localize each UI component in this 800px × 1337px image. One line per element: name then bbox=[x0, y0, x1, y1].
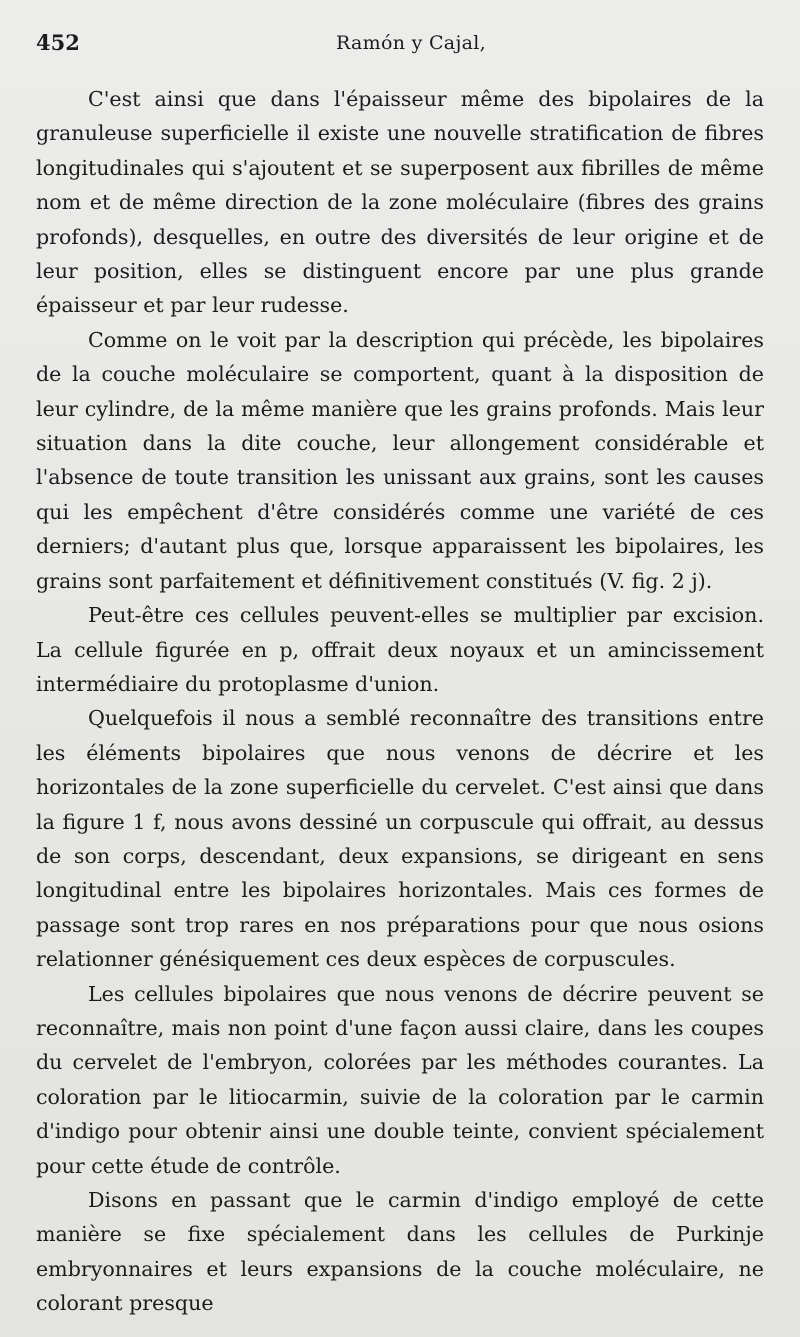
paragraph-6: Disons en passant que le carmin d'indigo employé de cette manière se fixe spécialement dans les cellules de Purkinje embryonnaires et leurs expansions de la couche moléculaire, ne colorant presque bbox=[36, 1188, 764, 1316]
page-header bbox=[36, 30, 766, 62]
running-head: Ramón y Cajal, bbox=[336, 32, 486, 54]
body-text bbox=[36, 82, 764, 1321]
paragraph-3: Peut-être ces cellules peuvent-elles se multiplier par excision. La cellule figurée en p, offrait deux noyaux et un amincissement intermédiaire du protoplasme d'union. bbox=[36, 603, 764, 696]
paragraph-5: Les cellules bipolaires que nous venons de décrire peuvent se reconnaître, mais non point d'une façon aussi claire, dans les coupes du cervelet de l'embryon, colorées par les méthodes courantes. La coloration par le litiocarmin, suivie de la coloration par le carmin d'indigo pour obtenir ainsi une double teinte, convient spécialement pour cette étude de contrôle. bbox=[36, 981, 764, 1178]
paragraph-1: C'est ainsi que dans l'épaisseur même des bipolaires de la granuleuse superficielle il existe une nouvelle stratification de fibres longitudinales qui s'ajoutent et se superposent aux fibrilles de même nom et de même direction de la zone moléculaire (fibres des grains profonds), desquelles, en outre des diversités de leur origine et de leur position, elles se distinguent encore par une plus grande épaisseur et par leur rudesse. bbox=[36, 87, 764, 318]
paragraph-2: Comme on le voit par la description qui précède, les bipolaires de la couche moléculaire se comportent, quant à la disposition de leur cylindre, de la même manière que les grains profonds. Mais leur situation dans la dite couche, leur allongement considérable et l'absence de toute transition les unissant aux grains, sont les causes qui les empêchent d'être considérés comme une variété de ces derniers; d'autant plus que, lorsque apparaissent les bipolaires, les grains sont parfaitement et définitivement constitués (V. fig. 2 j). bbox=[36, 327, 764, 593]
paragraph-4: Quelquefois il nous a semblé reconnaître des transitions entre les éléments bipolaires que nous venons de décrire et les horizontales de la zone superficielle du cervelet. C'est ainsi que dans la figure 1 f, nous avons dessiné un corpuscule qui offrait, au dessus de son corps, descendant, deux expansions, se dirigeant en sens longitudinal entre les bipolaires horizontales. Mais ces formes de passage sont trop rares en nos préparations pour que nous osions relationner génésiquement ces deux espèces de corpuscules. bbox=[36, 706, 764, 972]
page-number: 452 bbox=[36, 30, 80, 55]
